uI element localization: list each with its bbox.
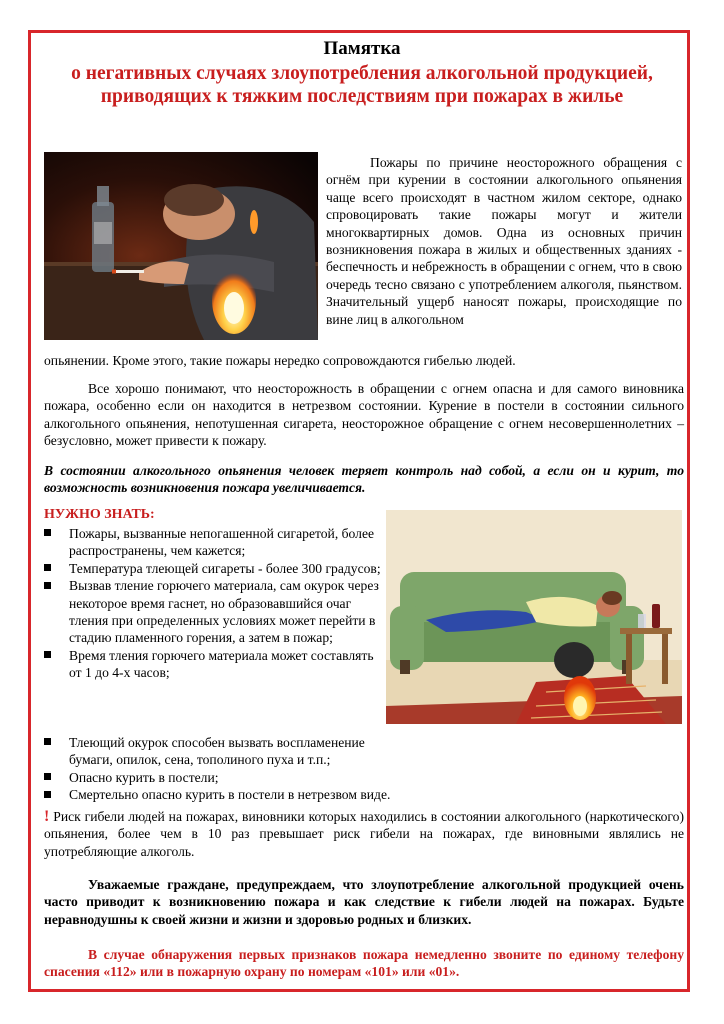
- square-bullet-icon: [44, 651, 51, 658]
- photo-drunk-man-fire: [44, 152, 318, 340]
- list-item: Тлеющий окурок способен вызвать воспламенение бумаги, опилок, сена, тополиного пуха и т.п.;: [44, 734, 409, 769]
- warning-paragraph: Уважаемые граждане, предупреждаем, что злоупотребление алкогольной продукцией очень часто приводит к возникновению пожара и как следствие к гибели людей на пожарах. Будьте неравнодушны к своей жизни и жизни и здоровью родных и близких.: [44, 877, 684, 927]
- risk-paragraph: [44, 808, 684, 860]
- list-item: Вызвав тление горючего материала, сам окурок через некоторое время гаснет, но образовавшийся очаг тления при определенных условиях может перейти в стадию пламенного горения, а затем в пожар;: [44, 577, 384, 647]
- need-to-know-list-continued: [44, 734, 684, 804]
- list-item: Температура тлеющей сигареты - более 300 градусов;: [44, 560, 384, 577]
- square-bullet-icon: [44, 564, 51, 571]
- list-item: Смертельно опасно курить в постели в нетрезвом виде.: [44, 786, 684, 803]
- illustration-man-on-sofa-fire: [386, 510, 682, 724]
- list-item: Опасно курить в постели;: [44, 769, 684, 786]
- square-bullet-icon: [44, 529, 51, 536]
- list-item: Время тления горючего материала может составлять от 1 до 4-х часов;: [44, 647, 384, 682]
- page-subtitle: о негативных случаях злоупотребления алкогольной продукцией, приводящих к тяжким последствиям при пожарах в жилье: [71, 63, 653, 107]
- square-bullet-icon: [44, 773, 51, 780]
- square-bullet-icon: [44, 791, 51, 798]
- list-item: Пожары, вызванные непогашенной сигаретой, более распространены, чем кажется;: [44, 525, 384, 560]
- need-to-know-heading: НУЖНО ЗНАТЬ:: [44, 507, 155, 522]
- exclamation-mark: !: [44, 808, 50, 825]
- page-title: Памятка: [323, 38, 401, 59]
- emergency-call-paragraph: В случае обнаружения первых признаков пожара немедленно звоните по единому телефону спасения «112» или в пожарную охрану по номерам «101» или «01».: [44, 947, 684, 980]
- emphasis-paragraph: В состоянии алкогольного опьянения человек теряет контроль над собой, а если он и курит, то возможность возникновения пожара увеличивается.: [44, 463, 684, 496]
- square-bullet-icon: [44, 582, 51, 589]
- intro-paragraph: [326, 154, 682, 328]
- intro-text: Пожары по причине неосторожного обращения с огнём при курении в состоянии алкогольного опьянения чаще всего происходят в частном жилом секторе, однако спровоцировать такие пожары могут и жители многоквартирных домов. Одна из основных причин возникновения пожара в жилых и общественных зданиях - беспечность и небрежность в обращении с огнем, что в свою очередь тесно связано с употреблением алкоголя, пьянством. Значительный ущерб наносят пожары, происходящие по вине лиц в алкогольном: [326, 155, 682, 327]
- need-to-know-list: [44, 525, 384, 682]
- risk-text: Риск гибели людей на пожарах, виновники которых находились в состоянии алкогольного (наркотического) опьянения, более чем в 10 раз превышает риск гибели на пожарах, где виновными являлись не употребляющие алкоголь.: [44, 809, 684, 859]
- paragraph-2: Все хорошо понимают, что неосторожность в обращении с огнем опасна и для самого виновника пожара, особенно если он находится в нетрезвом состоянии. Курение в постели в состоянии сильного алкогольного опьянения, непотушенная сигарета, неосторожное обращение с огнем несовершеннолетних – безусловно, может привести к пожару.: [44, 381, 684, 449]
- square-bullet-icon: [44, 738, 51, 745]
- intro-tail-text: опьянении. Кроме этого, такие пожары нередко сопровождаются гибелью людей.: [44, 353, 516, 368]
